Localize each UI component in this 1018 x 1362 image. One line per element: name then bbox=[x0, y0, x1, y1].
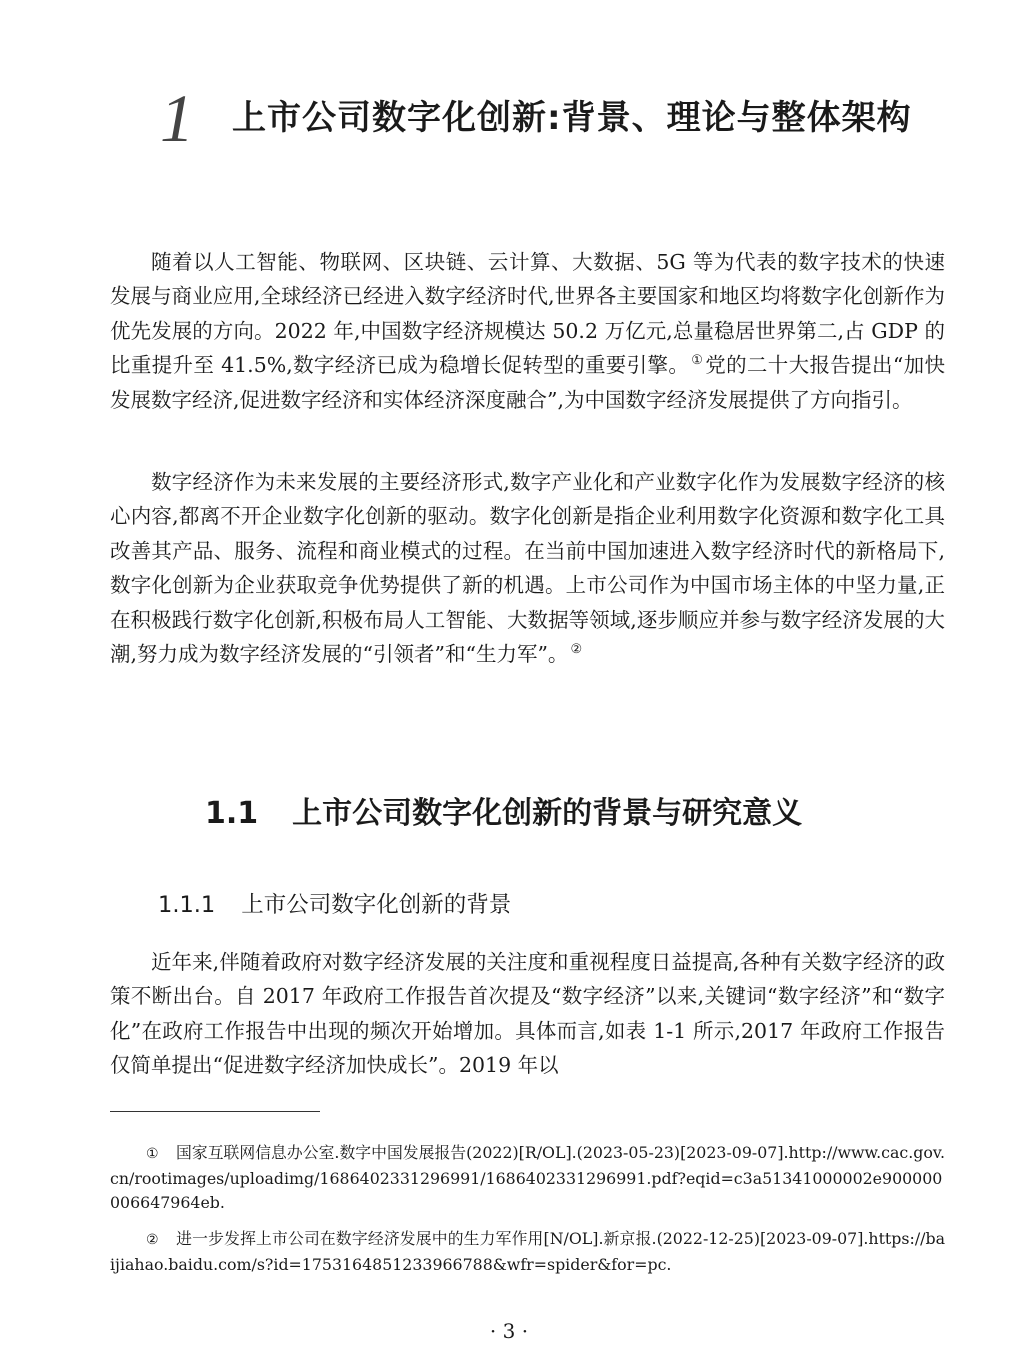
chapter-heading bbox=[160, 78, 960, 158]
footnote-2 bbox=[110, 1227, 945, 1277]
footnote-2-mark: ② bbox=[146, 1232, 159, 1248]
subsection-heading bbox=[158, 887, 511, 923]
footnote-ref-1[interactable]: ① bbox=[691, 353, 704, 369]
chapter-title: 上市公司数字化创新:背景、理论与整体架构 bbox=[232, 98, 912, 138]
chapter-number: 1 bbox=[160, 80, 194, 156]
section-heading bbox=[205, 792, 802, 836]
paragraph-2-text: 数字经济作为未来发展的主要经济形式,数字产业化和产业数字化作为发展数字经济的核心内容,都离不开企业数字化创新的驱动。数字化创新是指企业利用数字化资源和数字化工具改善其产品、服务、流程和商业模式的过程。在当前中国加速进入数字经济时代的新格局下,数字化创新为企业获取竞争优势提供了新的机遇。上市公司作为中国市场主体的中坚力量,正在积极践行数字化创新,积极布局人工智能、大数据等领域,逐步顺应并参与数字经济发展的大潮,努力成为数字经济发展的“引领者”和“生力军”。 bbox=[110, 470, 945, 667]
paragraph-1-text-b: 党的二十大报告提出“加快发展数字经济,促进数字经济和实体经济深度融合”,为中国数字经济发展提供了方向指引。 bbox=[110, 353, 946, 412]
paragraph-1 bbox=[110, 245, 945, 417]
footnote-ref-2[interactable]: ② bbox=[570, 642, 583, 658]
paragraph-3: 近年来,伴随着政府对数字经济发展的关注度和重视程度日益提高,各种有关数字经济的政策不断出台。自 2017 年政府工作报告首次提及“数字经济”以来,关键词“数字经济”和“数字化”在政府工作报告中出现的频次开始增加。具体而言,如表 1-1 所示,2017 年政府工作报告仅简单提出“促进数字经济加快成长”。2019 年以 bbox=[110, 950, 945, 1078]
subsection-title: 上市公司数字化创新的背景 bbox=[241, 892, 512, 918]
section-number: 1.1 bbox=[205, 796, 259, 831]
footnote-1-text: 国家互联网信息办公室.数字中国发展报告(2022)[R/OL].(2023-05-23)[2023-09-07].http://www.cac.gov.cn/rootimages/uploadimg/1686402331296991/1686402331296991.pdf?eqid=c3a51341000002e900000006647964eb. bbox=[110, 1143, 945, 1212]
footnote-divider bbox=[110, 1111, 320, 1112]
page-number: · 3 · bbox=[489, 1319, 529, 1343]
footnote-1 bbox=[110, 1141, 945, 1216]
paragraph-1-text-a: 随着以人工智能、物联网、区块链、云计算、大数据、5G 等为代表的数字技术的快速发展与商业应用,全球经济已经进入数字经济时代,世界各主要国家和地区均将数字化创新作为优先发展的方向。2022 年,中国数字经济规模达 50.2 万亿元,总量稳居世界第二,占 GDP 的比重提升至 41.5%,数字经济已成为稳增长促转型的重要引擎。 bbox=[110, 250, 945, 378]
footnote-2-text: 进一步发挥上市公司在数字经济发展中的生力军作用[N/OL].新京报.(2022-12-25)[2023-09-07].https://baijiahao.baidu.com/s?id=1753164851233966788&wfr=spider&for=pc. bbox=[110, 1229, 945, 1274]
subsection-number: 1.1.1 bbox=[158, 892, 216, 918]
paragraph-2 bbox=[110, 465, 945, 671]
section-title: 上市公司数字化创新的背景与研究意义 bbox=[292, 796, 803, 831]
footnote-1-mark: ① bbox=[146, 1146, 159, 1162]
